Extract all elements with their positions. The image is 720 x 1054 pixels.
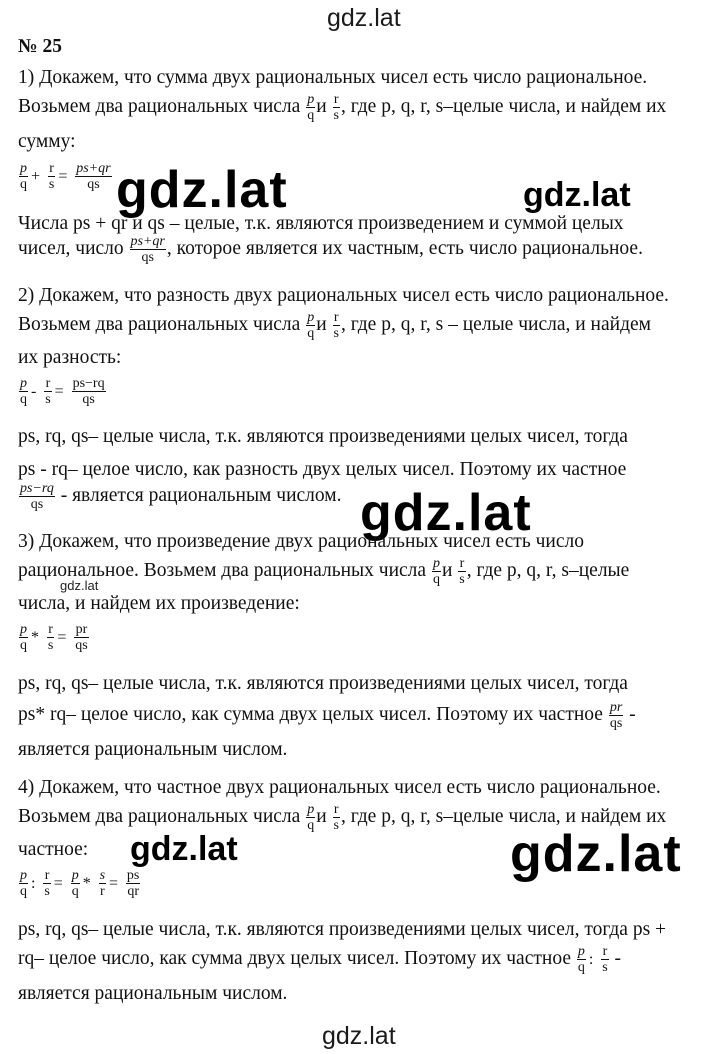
watermark: gdz.lat	[360, 484, 532, 542]
s2-line: ps, rq, qs– целые числа, т.к. являются произведениями целых чисел, тогда	[18, 426, 628, 447]
watermark: gdz.lat	[60, 578, 99, 593]
s2-line: ps - rq– целое число, как разность двух целых чисел. Поэтому их частное	[18, 459, 627, 480]
s4-line: частное:	[18, 839, 89, 860]
s4-line: rq– целое число, как сумма двух целых чисел. Поэтому их частное $\frac{p}{q}$ : $\frac{r}{s}$ -	[18, 944, 622, 975]
s1-formula: $\frac{p}{q}$ + $\frac{r}{s}$ = $\frac{ps+qr}{qs}$	[20, 161, 111, 192]
page-title: № 25	[18, 36, 62, 57]
s3-line: ps, rq, qs– целые числа, т.к. являются произведениями целых чисел, тогда	[18, 673, 628, 694]
s4-line: ps, rq, qs– целые числа, т.к. являются произведениями целых чисел, тогда ps +	[18, 919, 667, 940]
watermark: gdz.lat	[322, 1022, 396, 1050]
s3-line: 3) Докажем, что произведение двух рациональных чисел есть число	[18, 531, 584, 552]
s2-formula: $\frac{p}{q}$ - $\frac{r}{s}$ = $\frac{ps-rq}{qs}$	[20, 376, 105, 407]
s3-line: рациональное. Возьмем два рациональных числа $\frac{p}{q}$ и $\frac{r}{s}$ , где p, q, r, s–целые	[18, 556, 630, 587]
watermark: gdz.lat	[523, 176, 631, 214]
s4-line: 4) Докажем, что частное двух рациональных чисел есть число рациональное.	[18, 777, 661, 798]
watermark: gdz.lat	[327, 4, 401, 32]
s1-line: Числа ps + qr и qs – целые, т.к. являются произведением и суммой целых	[18, 213, 624, 234]
watermark: gdz.lat	[130, 830, 238, 868]
s1-line: чисел, число $\frac{ps+qr}{qs}$ , которое является их частным, есть число рациональное.	[18, 234, 643, 265]
s3-line: является рациональным числом.	[18, 739, 288, 760]
s2-line: Возьмем два рациональных числа $\frac{p}{q}$ и $\frac{r}{s}$ , где p, q, r, s – целые числа, и найдем	[18, 310, 651, 341]
s2-line: $\frac{ps-rq}{qs}$ - является рациональным числом.	[20, 481, 342, 512]
s4-formula: $\frac{p}{q}$ : $\frac{r}{s}$ = $\frac{p}{q}$ * $\frac{s}{r}$ = $\frac{ps}{qr}$	[20, 868, 140, 899]
s1-line: сумму:	[18, 131, 76, 152]
watermark: gdz.lat	[510, 825, 682, 883]
s2-line: их разность:	[18, 347, 122, 368]
s4-line: Возьмем два рациональных числа $\frac{p}{q}$ и $\frac{r}{s}$ , где p, q, r, s–целые числа, и найдем их	[18, 802, 667, 833]
s1-line: Возьмем два рациональных числа $\frac{p}{q}$ и $\frac{r}{s}$ , где p, q, r, s–целые числа, и найдем их	[18, 92, 667, 123]
s3-line: числа, и найдем их произведение:	[18, 593, 300, 614]
watermark: gdz.lat	[116, 161, 288, 219]
s3-formula: $\frac{p}{q}$ * $\frac{r}{s}$ = $\frac{pr}{qs}$	[20, 622, 88, 653]
s2-line: 2) Докажем, что разность двух рациональных чисел есть число рациональное.	[18, 285, 669, 306]
s1-line: 1) Докажем, что сумма двух рациональных чисел есть число рациональное.	[18, 67, 648, 88]
s3-line: ps* rq– целое число, как сумма двух целых чисел. Поэтому их частное $\frac{pr}{qs}$ -	[18, 700, 636, 731]
s4-line: является рациональным числом.	[18, 983, 288, 1004]
